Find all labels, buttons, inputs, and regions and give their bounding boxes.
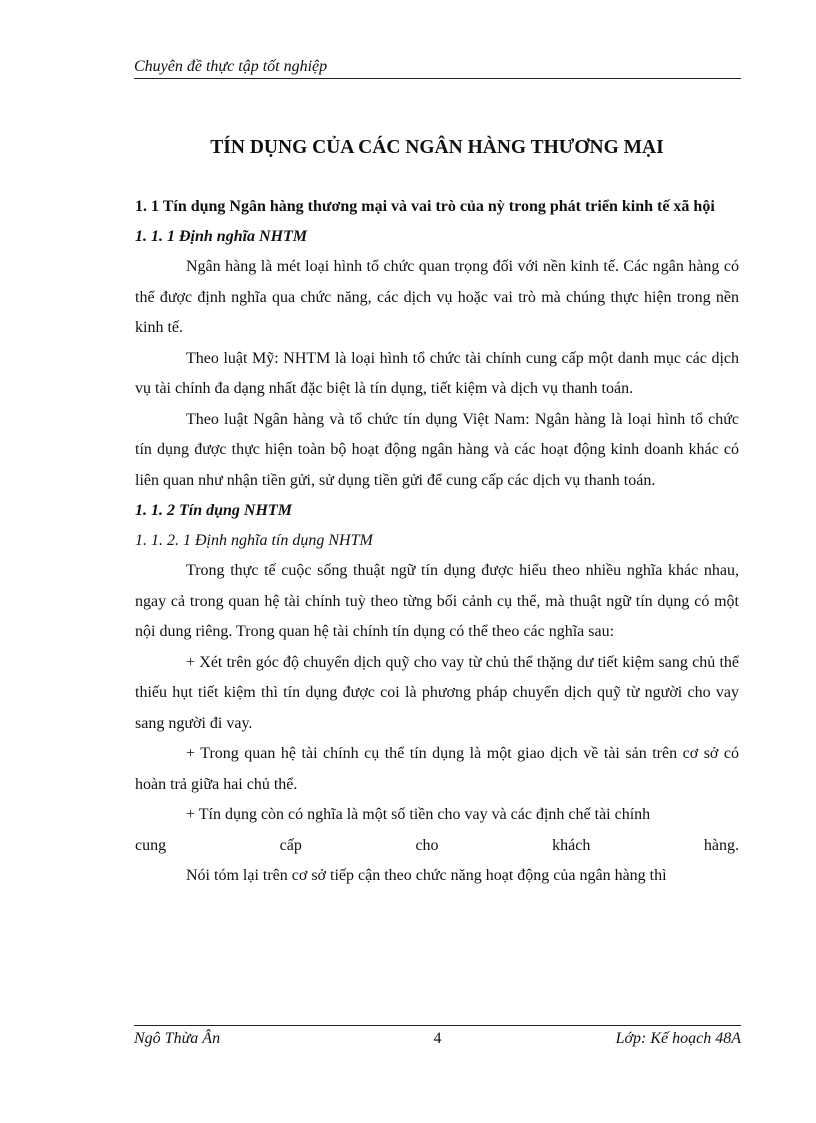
footer-class: Lớp: Kế hoạch 48A xyxy=(615,1030,741,1047)
paragraph: Theo luật Ngân hàng và tổ chức tín dụng Việt Nam: Ngân hàng là loại hình tổ chức tín dụng được thực hiện toàn bộ hoạt động ngân hàng và các hoạt động kinh doanh khác có liên quan như nhận tiền gửi, sử dụng tiền gửi để cung cấp các dịch vụ thanh toán. xyxy=(135,410,739,489)
paragraph: + Trong quan hệ tài chính cụ thể tín dụng là một giao dịch về tài sản trên cơ sở có hoàn trả giữa hai chủ thể. xyxy=(135,745,739,793)
word: cấp xyxy=(279,836,302,854)
word: cho xyxy=(415,836,439,854)
footer-author: Ngô Thừa Ân xyxy=(134,1030,221,1047)
heading-1-1-2-1: 1. 1. 2. 1 Định nghĩa tín dụng NHTM xyxy=(135,532,373,549)
word: khách xyxy=(552,836,591,854)
page-header: Chuyên đề thực tập tốt nghiệp xyxy=(134,56,741,79)
paragraph: + Tín dụng còn có nghĩa là một số tiền cho vay và các định chế tài chính xyxy=(186,806,651,823)
paragraph: Theo luật Mỹ: NHTM là loại hình tổ chức tài chính cung cấp một danh mục các dịch vụ tài chính đa dạng nhất đặc biệt là tín dụng, tiết kiệm và dịch vụ thanh toán. xyxy=(135,349,739,397)
paragraph: Trong thực tế cuộc sống thuật ngữ tín dụng được hiểu theo nhiều nghĩa khác nhau, ngay cả trong quan hệ tài chính tuỳ theo từng bối cảnh cụ thể, mà thuật ngữ tín dụng có một nội dung riêng. Trong quan hệ tài chính tín dụng có thể theo các nghĩa sau: xyxy=(135,562,739,640)
heading-1-1: 1. 1 Tín dụng Ngân hàng thương mại và vai trò của nỳ trong phát triển kinh tế xã hội xyxy=(135,198,715,215)
word: hàng. xyxy=(703,836,739,854)
page-number: 4 xyxy=(433,1030,442,1047)
heading-1-1-1: 1. 1. 1 Định nghĩa NHTM xyxy=(135,228,308,245)
paragraph: Nói tóm lại trên cơ sở tiếp cận theo chức năng hoạt động của ngân hàng thì xyxy=(186,867,667,884)
justified-line xyxy=(135,831,739,862)
paragraph: + Xét trên góc độ chuyển dịch quỹ cho vay từ chủ thể thặng dư tiết kiệm sang chủ thể thiếu hụt tiết kiệm thì tín dụng được coi là phương pháp chuyển dịch quỹ từ người cho vay sang người đi vay. xyxy=(135,653,739,732)
document-body xyxy=(135,118,739,892)
paragraph: Ngân hàng là mét loại hình tổ chức quan trọng đối với nền kinh tế. Các ngân hàng có thể được định nghĩa qua chức năng, các dịch vụ hoặc vai trò mà chúng thực hiện trong nền kinh tế. xyxy=(135,258,739,336)
heading-1-1-2: 1. 1. 2 Tín dụng NHTM xyxy=(135,502,292,519)
page-footer xyxy=(134,1025,741,1047)
page-title: TÍN DỤNG CỦA CÁC NGÂN HÀNG THƯƠNG MẠI xyxy=(210,137,664,158)
word: cung xyxy=(135,836,167,854)
